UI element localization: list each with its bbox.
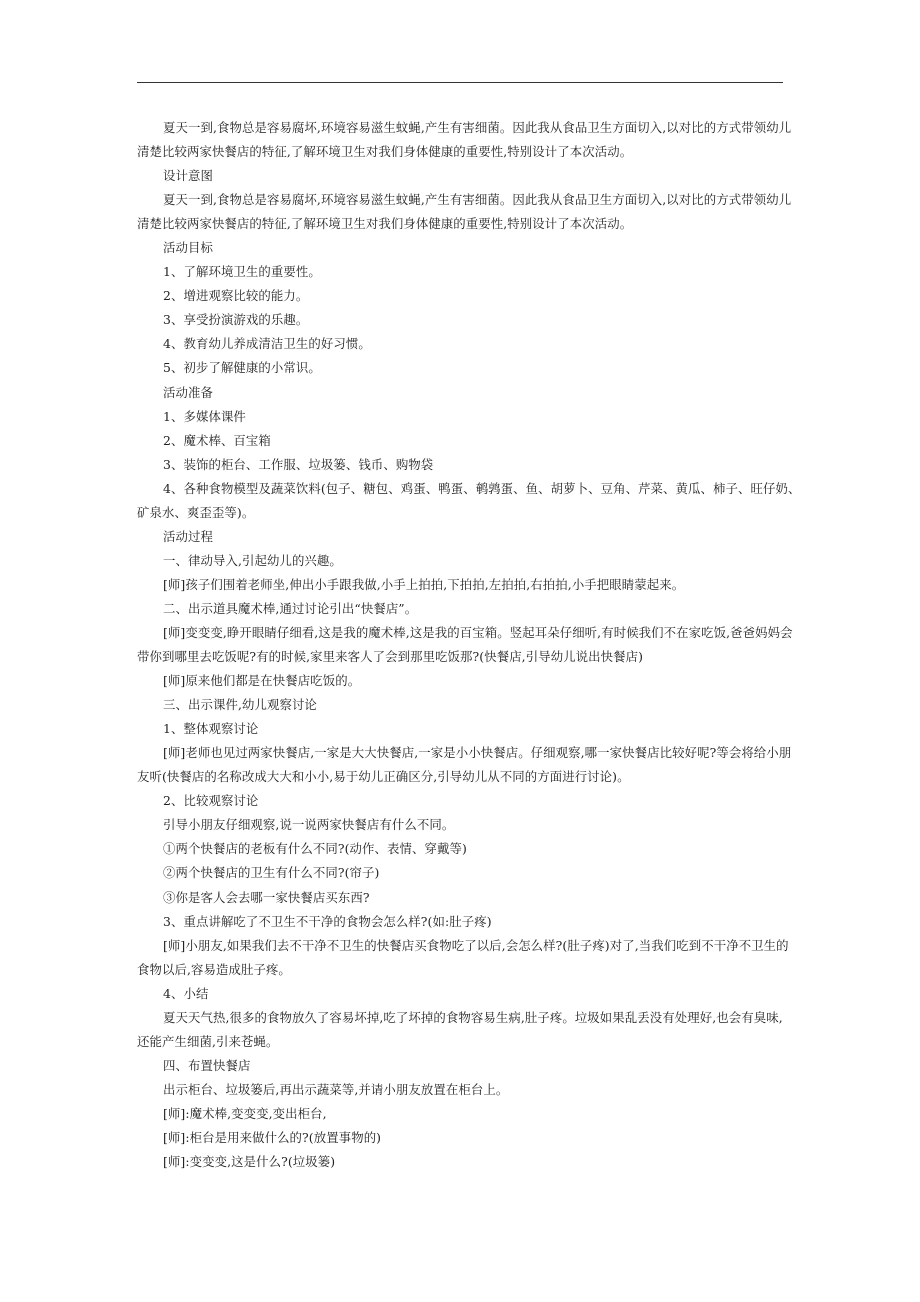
text-line: 一、律动导入,引起幼儿的兴趣。 [163,552,342,568]
text-line: 清楚比较两家快餐店的特征,了解环境卫生对我们身体健康的重要性,特别设计了本次活动。 [137,216,633,232]
text-line: 1、整体观察讨论 [163,721,259,737]
text-line: 出示柜台、垃圾篓后,再出示蔬菜等,并请小朋友放置在柜台上。 [163,1081,509,1097]
text-line: 5、初步了解健康的小常识。 [163,360,321,376]
text-line: [师]孩子们围着老师坐,伸出小手跟我做,小手上拍拍,下拍拍,左拍拍,右拍拍,小手把眼睛蒙起来。 [163,576,685,592]
text-line: ②两个快餐店的卫生有什么不同?(帘子) [163,865,380,881]
text-line: [师]:柜台是用来做什么的?(放置事物的) [163,1129,382,1145]
text-line: 夏天一到,食物总是容易腐坏,环境容易滋生蚊蝇,产生有害细菌。因此我从食品卫生方面切入,以对比的方式带领幼儿 [163,120,792,135]
text-line: ①两个快餐店的老板有什么不同?(动作、表情、穿戴等) [163,841,467,857]
text-line: 2、魔术棒、百宝箱 [163,432,271,448]
text-line: [师]原来他们都是在快餐店吃饭的。 [163,673,361,689]
text-line: 活动准备 [163,384,213,400]
text-line: 1、了解环境卫生的重要性。 [163,264,321,280]
text-line: 1、多媒体课件 [163,408,246,424]
text-line: 设计意图 [163,168,213,184]
text-line: 三、出示课件,幼儿观察讨论 [163,697,317,713]
text-line: 3、享受扮演游戏的乐趣。 [163,312,309,328]
text-line: 夏天一到,食物总是容易腐坏,环境容易滋生蚊蝇,产生有害细菌。因此我从食品卫生方面切入,以对比的方式带领幼儿 [163,192,792,208]
text-line: 食物以后,容易造成肚子疼。 [137,961,291,977]
text-line: 二、出示道具魔术棒,通过讨论引出“快餐店”。 [163,600,418,616]
text-line: [师]:魔术棒,变变变,变出柜台, [163,1105,327,1121]
text-line: 3、重点讲解吃了不卫生不干净的食物会怎么样?(如:肚子疼) [163,913,492,929]
text-line: 夏天天气热,很多的食物放久了容易坏掉,吃了坏掉的食物容易生病,肚子疼。垃圾如果乱丢没有处理好,也会有臭味, [163,1009,783,1025]
text-line: 活动过程 [163,528,213,544]
document-body [137,116,801,1174]
text-line: 清楚比较两家快餐店的特征,了解环境卫生对我们身体健康的重要性,特别设计了本次活动。 [137,144,633,160]
text-line: [师]变变变,睁开眼睛仔细看,这是我的魔术棒,这是我的百宝箱。竖起耳朵仔细听,有时候我们不在家吃饭,爸爸妈妈会 [163,624,793,640]
text-line: 2、增进观察比较的能力。 [163,288,309,304]
text-line: [师]:变变变,这是什么?(垃圾篓) [163,1154,336,1170]
text-line: 4、各种食物模型及蔬菜饮料(包子、糖包、鸡蛋、鸭蛋、鹌鹑蛋、鱼、胡萝卜、豆角、芹菜、黄瓜、柿子、旺仔奶、 [163,480,801,496]
text-line: 2、比较观察讨论 [163,793,259,809]
text-line: [师]小朋友,如果我们去不干净不卫生的快餐店买食物吃了以后,会怎么样?(肚子疼)对了,当我们吃到不干净不卫生的 [163,937,789,953]
text-line: ③你是客人会去哪一家快餐店买东西? [163,889,370,905]
text-line: 4、教育幼儿养成清洁卫生的好习惯。 [163,336,371,352]
text-line: 3、装饰的柜台、工作服、垃圾篓、钱币、购物袋 [163,456,434,472]
text-line: 活动目标 [163,240,213,256]
text-line: 矿泉水、爽歪歪等)。 [137,504,255,520]
text-line: [师]老师也见过两家快餐店,一家是大大快餐店,一家是小小快餐店。仔细观察,哪一家快餐店比较好呢?等会将给小朋 [163,745,792,761]
text-line: 四、布置快餐店 [163,1057,251,1073]
text-line: 还能产生细菌,引来苍蝇。 [137,1033,279,1049]
text-line: 带你到哪里去吃饭呢?有的时候,家里来客人了会到那里吃饭那?(快餐店,引导幼儿说出快餐店) [137,649,644,665]
text-line: 友听(快餐店的名称改成大大和小小,易于幼儿正确区分,引导幼儿从不同的方面进行讨论)。 [137,769,630,785]
header-rule [137,82,783,83]
text-line: 引导小朋友仔细观察,说一说两家快餐店有什么不同。 [163,817,455,833]
text-line: 4、小结 [163,985,209,1001]
